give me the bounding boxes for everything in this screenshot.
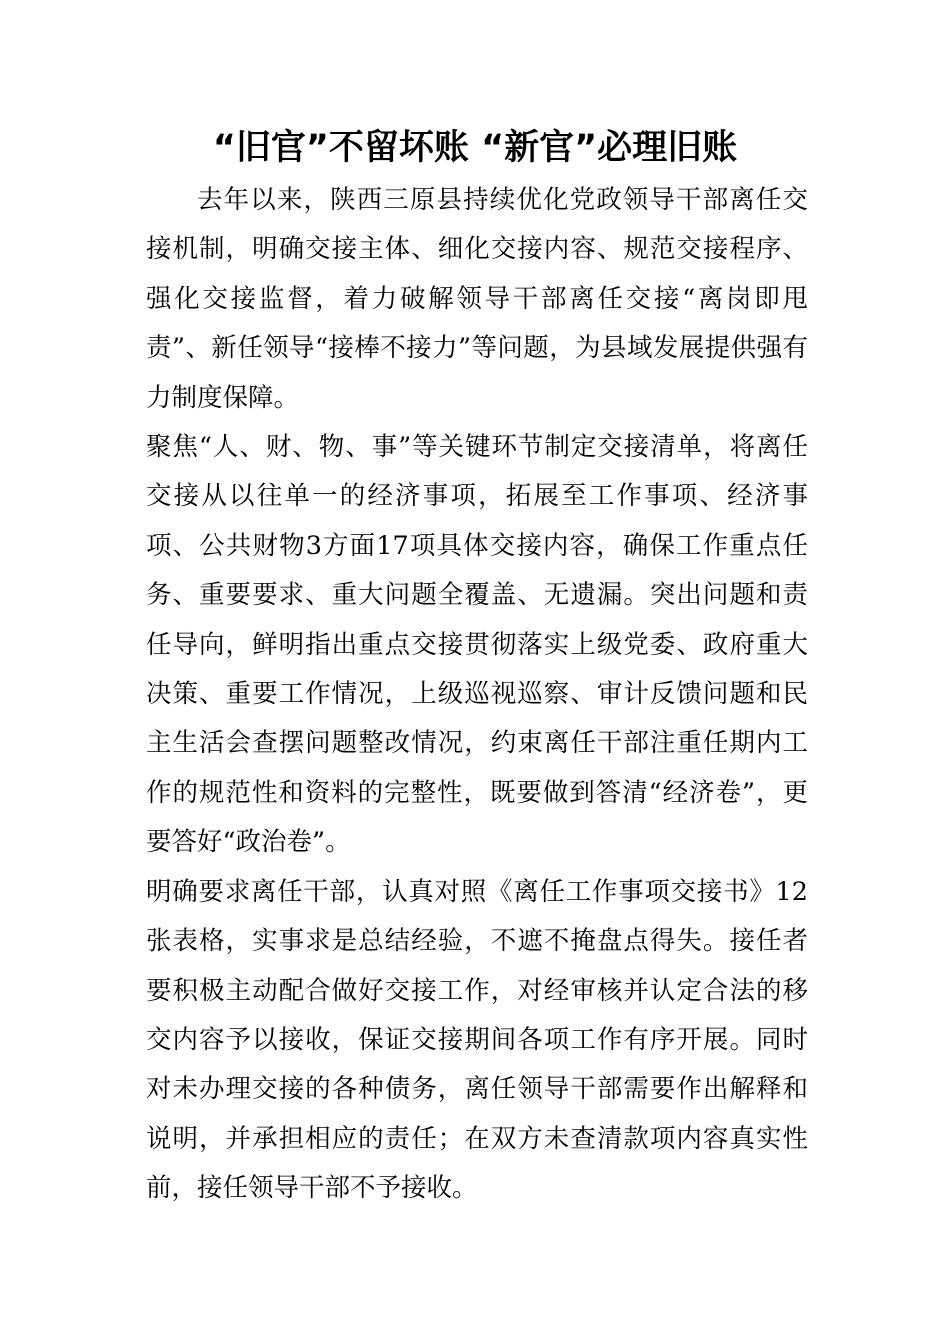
paragraph-checklist: 聚焦“人、财、物、事”等关键环节制定交接清单，将离任交接从以往单一的经济事项，拓展至工作事项、经济事项、公共财物3方面17项具体交接内容，确保工作重点任务、重要要求、重大问题全覆盖、无遗漏。突出问题和责任导向，鲜明指出重点交接贯彻落实上级党委、政府重大决策、重要工作情况，上级巡视巡察、审计反馈问题和民主生活会查摆问题整改情况，约束离任干部注重任期内工作的规范性和资料的完整性，既要做到答清“经济卷”，更要答好“政治卷”。 xyxy=(146,432,808,858)
document-body xyxy=(146,176,808,1214)
document-title: “旧官”不留坏账 “新官”必理旧账 xyxy=(212,128,738,168)
paragraph-intro: 去年以来，陕西三原县持续优化党政领导干部离任交接机制，明确交接主体、细化交接内容、规范交接程序、强化交接监督，着力破解领导干部离任交接“离岗即甩责”、新任领导“接棒不接力”等问题，为县域发展提供强有力制度保障。 xyxy=(146,185,808,413)
paragraph-requirements: 明确要求离任干部，认真对照《离任工作事项交接书》12张表格，实事求是总结经验，不遮不掩盘点得失。接任者要积极主动配合做好交接工作，对经审核并认定合法的移交内容予以接收，保证交接期间各项工作有序开展。同时对未办理交接的各种债务，离任领导干部需要作出解释和说明，并承担相应的责任；在双方未查清款项内容真实性前，接任领导干部不予接收。 xyxy=(146,876,808,1204)
